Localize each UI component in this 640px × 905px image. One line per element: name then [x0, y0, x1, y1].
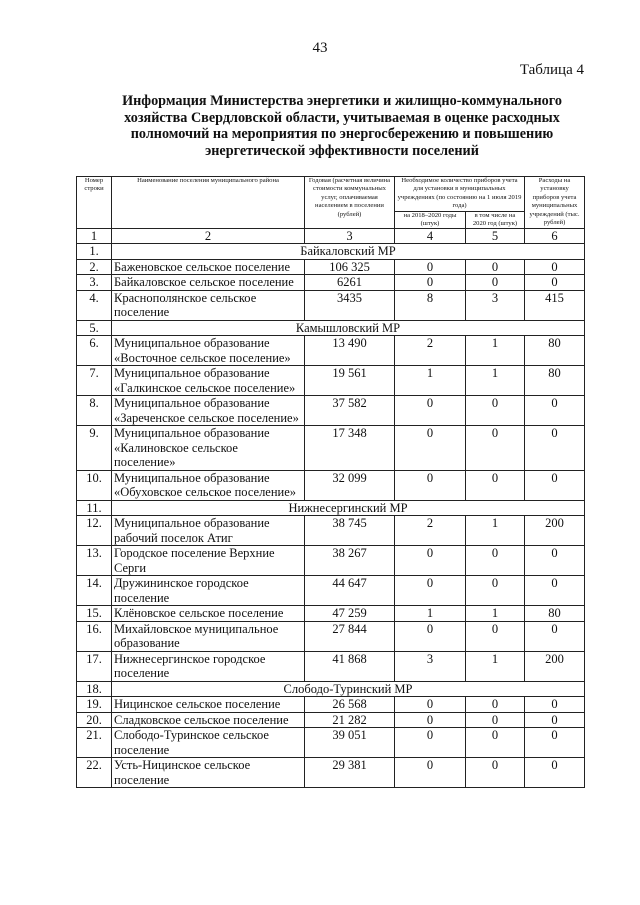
table-row — [77, 290, 585, 320]
annual-cost-value: 13 490 — [305, 336, 395, 366]
devices-2020-value: 0 — [466, 697, 525, 713]
annual-cost-value: 3435 — [305, 290, 395, 320]
table-row — [77, 712, 585, 728]
annual-cost-value: 29 381 — [305, 758, 395, 788]
header-devices-needed: Необходимое количество приборов учета для установки в муниципальных учреждениях (по состоянию на 1 июля 2019 года) — [395, 177, 525, 212]
district-name: Слободо-Туринский МР — [112, 681, 585, 697]
row-number: 1. — [77, 244, 112, 260]
table-row — [77, 546, 585, 576]
settlement-name: Муниципальное образование «Обуховское сельское поселение» — [112, 470, 305, 500]
expenses-value: 0 — [525, 426, 585, 471]
table-row — [77, 516, 585, 546]
table-row — [77, 259, 585, 275]
devices-2020-value: 1 — [466, 606, 525, 622]
annual-cost-value: 19 561 — [305, 366, 395, 396]
devices-2020-value: 0 — [466, 470, 525, 500]
annual-cost-value: 39 051 — [305, 728, 395, 758]
page-number: 43 — [312, 40, 328, 56]
settlement-name: Городское поселение Верхние Серги — [112, 546, 305, 576]
header-devices-2020: в том числе на 2020 год (штук) — [466, 211, 525, 229]
district-name: Байкаловский МР — [112, 244, 585, 260]
row-number: 14. — [77, 576, 112, 606]
row-number: 16. — [77, 621, 112, 651]
column-number: 4 — [395, 229, 466, 244]
district-row — [77, 244, 585, 260]
table-row — [77, 758, 585, 788]
row-number: 8. — [77, 396, 112, 426]
settlement-name: Краснополянское сельское поселение — [112, 290, 305, 320]
expenses-value: 80 — [525, 336, 585, 366]
settlement-name: Клёновское сельское поселение — [112, 606, 305, 622]
row-number: 3. — [77, 275, 112, 291]
data-table — [76, 176, 585, 788]
devices-2020-value: 0 — [466, 712, 525, 728]
devices-2020-value: 1 — [466, 516, 525, 546]
devices-2020-value: 0 — [466, 426, 525, 471]
annual-cost-value: 44 647 — [305, 576, 395, 606]
header-settlement-name: Наименование поселения муниципального района — [112, 177, 305, 229]
annual-cost-value: 47 259 — [305, 606, 395, 622]
devices-2020-value: 0 — [466, 621, 525, 651]
annual-cost-value: 32 099 — [305, 470, 395, 500]
district-name: Нижнесергинский МР — [112, 500, 585, 516]
row-number: 10. — [77, 470, 112, 500]
row-number: 4. — [77, 290, 112, 320]
header-devices-2018-2020: на 2018–2020 годы (штук) — [395, 211, 466, 229]
table-row — [77, 336, 585, 366]
settlement-name: Сладковское сельское поселение — [112, 712, 305, 728]
devices-2020-value: 0 — [466, 728, 525, 758]
row-number: 9. — [77, 426, 112, 471]
expenses-value: 0 — [525, 576, 585, 606]
settlement-name: Муниципальное образование «Галкинское сельское поселение» — [112, 366, 305, 396]
devices-2018-2020-value: 0 — [395, 758, 466, 788]
table-row — [77, 576, 585, 606]
expenses-value: 80 — [525, 606, 585, 622]
row-number: 19. — [77, 697, 112, 713]
settlement-name: Ницинское сельское поселение — [112, 697, 305, 713]
row-number: 20. — [77, 712, 112, 728]
devices-2020-value: 0 — [466, 576, 525, 606]
district-row — [77, 681, 585, 697]
settlement-name: Муниципальное образование рабочий поселок Атиг — [112, 516, 305, 546]
annual-cost-value: 106 325 — [305, 259, 395, 275]
row-number: 15. — [77, 606, 112, 622]
settlement-name: Баженовское сельское поселение — [112, 259, 305, 275]
row-number: 12. — [77, 516, 112, 546]
devices-2018-2020-value: 0 — [395, 576, 466, 606]
expenses-value: 0 — [525, 546, 585, 576]
row-number: 13. — [77, 546, 112, 576]
expenses-value: 80 — [525, 366, 585, 396]
row-number: 21. — [77, 728, 112, 758]
row-number: 17. — [77, 651, 112, 681]
devices-2018-2020-value: 1 — [395, 606, 466, 622]
table-row — [77, 697, 585, 713]
expenses-value: 0 — [525, 697, 585, 713]
annual-cost-value: 38 745 — [305, 516, 395, 546]
expenses-value: 0 — [525, 621, 585, 651]
annual-cost-value: 26 568 — [305, 697, 395, 713]
expenses-value: 200 — [525, 516, 585, 546]
devices-2018-2020-value: 0 — [395, 546, 466, 576]
devices-2018-2020-value: 0 — [395, 259, 466, 275]
row-number: 22. — [77, 758, 112, 788]
table-header — [77, 177, 585, 229]
annual-cost-value: 21 282 — [305, 712, 395, 728]
devices-2018-2020-value: 0 — [395, 275, 466, 291]
header-row-number: Номер строки — [77, 177, 112, 229]
table-row — [77, 426, 585, 471]
expenses-value: 0 — [525, 275, 585, 291]
table-row — [77, 606, 585, 622]
row-number: 6. — [77, 336, 112, 366]
row-number: 2. — [77, 259, 112, 275]
devices-2018-2020-value: 3 — [395, 651, 466, 681]
district-row — [77, 320, 585, 336]
devices-2018-2020-value: 0 — [395, 470, 466, 500]
table-row — [77, 728, 585, 758]
devices-2020-value: 0 — [466, 758, 525, 788]
devices-2018-2020-value: 0 — [395, 426, 466, 471]
annual-cost-value: 17 348 — [305, 426, 395, 471]
column-numbers-row — [77, 229, 585, 244]
devices-2018-2020-value: 2 — [395, 516, 466, 546]
table-row — [77, 621, 585, 651]
annual-cost-value: 38 267 — [305, 546, 395, 576]
district-row — [77, 500, 585, 516]
settlement-name: Слободо-Туринское сельское поселение — [112, 728, 305, 758]
devices-2020-value: 0 — [466, 546, 525, 576]
devices-2020-value: 1 — [466, 336, 525, 366]
settlement-name: Байкаловское сельское поселение — [112, 275, 305, 291]
devices-2020-value: 1 — [466, 366, 525, 396]
devices-2020-value: 0 — [466, 396, 525, 426]
table-row — [77, 470, 585, 500]
table-caption: Таблица 4 — [519, 62, 584, 78]
document-title: Информация Министерства энергетики и жилищно-коммунального хозяйства Свердловской области, учитываемая в оценке расходных полномочий на мероприятия по энергосбережению и повышению энергетической эффективности поселений — [122, 93, 562, 159]
header-expenses: Расходы на установку приборов учета муниципальных учреждений (тыс. рублей) — [525, 177, 585, 229]
settlement-name: Михайловское муниципальное образование — [112, 621, 305, 651]
annual-cost-value: 6261 — [305, 275, 395, 291]
expenses-value: 0 — [525, 712, 585, 728]
devices-2018-2020-value: 8 — [395, 290, 466, 320]
devices-2018-2020-value: 0 — [395, 396, 466, 426]
devices-2018-2020-value: 1 — [395, 366, 466, 396]
expenses-value: 415 — [525, 290, 585, 320]
devices-2018-2020-value: 2 — [395, 336, 466, 366]
settlement-name: Усть-Ницинское сельское поселение — [112, 758, 305, 788]
devices-2018-2020-value: 0 — [395, 621, 466, 651]
row-number: 18. — [77, 681, 112, 697]
settlement-name: Муниципальное образование «Зареченское сельское поселение» — [112, 396, 305, 426]
table-body — [77, 229, 585, 788]
column-number: 3 — [305, 229, 395, 244]
devices-2018-2020-value: 0 — [395, 697, 466, 713]
table-row — [77, 651, 585, 681]
row-number: 11. — [77, 500, 112, 516]
column-number: 6 — [525, 229, 585, 244]
devices-2020-value: 3 — [466, 290, 525, 320]
table-row — [77, 396, 585, 426]
column-number: 2 — [112, 229, 305, 244]
table-row — [77, 275, 585, 291]
devices-2020-value: 0 — [466, 275, 525, 291]
expenses-value: 0 — [525, 728, 585, 758]
expenses-value: 0 — [525, 259, 585, 275]
settlement-name: Муниципальное образование «Восточное сельское поселение» — [112, 336, 305, 366]
table-row — [77, 366, 585, 396]
devices-2020-value: 0 — [466, 259, 525, 275]
row-number: 5. — [77, 320, 112, 336]
settlement-name: Дружининское городское поселение — [112, 576, 305, 606]
expenses-value: 0 — [525, 396, 585, 426]
annual-cost-value: 37 582 — [305, 396, 395, 426]
devices-2018-2020-value: 0 — [395, 728, 466, 758]
expenses-value: 0 — [525, 470, 585, 500]
devices-2018-2020-value: 0 — [395, 712, 466, 728]
devices-2020-value: 1 — [466, 651, 525, 681]
column-number: 5 — [466, 229, 525, 244]
annual-cost-value: 27 844 — [305, 621, 395, 651]
settlement-name: Нижнесергинское городское поселение — [112, 651, 305, 681]
expenses-value: 0 — [525, 758, 585, 788]
expenses-value: 200 — [525, 651, 585, 681]
settlement-name: Муниципальное образование «Калиновское сельское поселение» — [112, 426, 305, 471]
annual-cost-value: 41 868 — [305, 651, 395, 681]
district-name: Камышловский МР — [112, 320, 585, 336]
column-number: 1 — [77, 229, 112, 244]
header-annual-cost: Годовая (расчетная величина стоимости коммунальных услуг, оплачиваемая населением в поселении (рублей) — [305, 177, 395, 229]
row-number: 7. — [77, 366, 112, 396]
